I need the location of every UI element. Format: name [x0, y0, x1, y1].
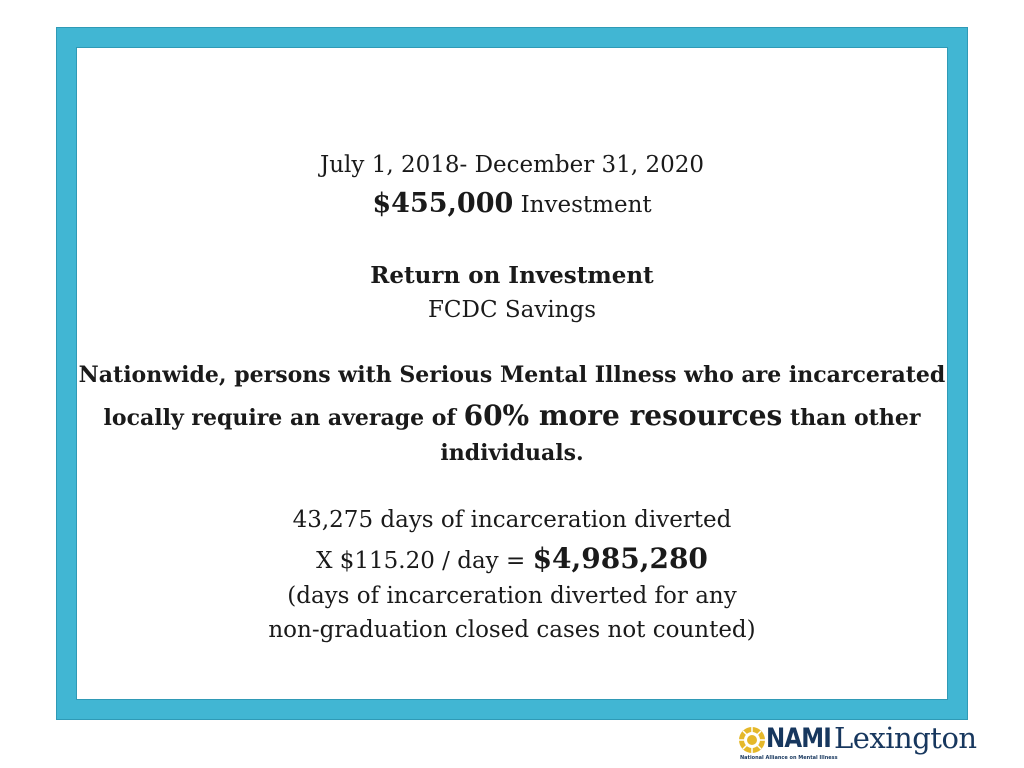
savings-total: $4,985,280 — [532, 542, 708, 575]
logo-brand-text: NAMI — [766, 723, 831, 754]
roi-subheading: FCDC Savings — [427, 297, 597, 323]
footnote-line-1: (days of incarceration diverted for any — [287, 583, 737, 609]
statistic-suffix: than other — [782, 405, 921, 431]
statistic-prefix: locally require an average of — [103, 405, 464, 431]
nami-lexington-logo — [738, 721, 977, 763]
logo-city-text: Lexington — [834, 721, 977, 755]
nami-sun-icon — [738, 725, 766, 755]
slide-frame — [56, 27, 968, 720]
investment-label: Investment — [513, 192, 652, 218]
slide-content-panel — [76, 47, 948, 700]
days-diverted: 43,275 days of incarceration diverted — [292, 507, 732, 533]
investment-line — [77, 188, 947, 219]
investment-amount: $455,000 — [372, 188, 514, 219]
footnote-line-2: non-graduation closed cases not counted) — [268, 617, 756, 643]
logo-tagline: National Alliance on Mental Illness — [740, 755, 838, 761]
roi-heading: Return on Investment — [370, 262, 654, 289]
calculation-prefix: X $115.20 / day = — [316, 548, 533, 574]
statistic-line-2 — [77, 399, 947, 432]
savings-calculation — [77, 542, 947, 575]
statistic-highlight: 60% more resources — [463, 399, 783, 432]
date-range: July 1, 2018- December 31, 2020 — [320, 152, 704, 178]
statistic-line-1: Nationwide, persons with Serious Mental Illness who are incarcerated — [78, 362, 946, 388]
statistic-line-3: individuals. — [440, 440, 584, 466]
